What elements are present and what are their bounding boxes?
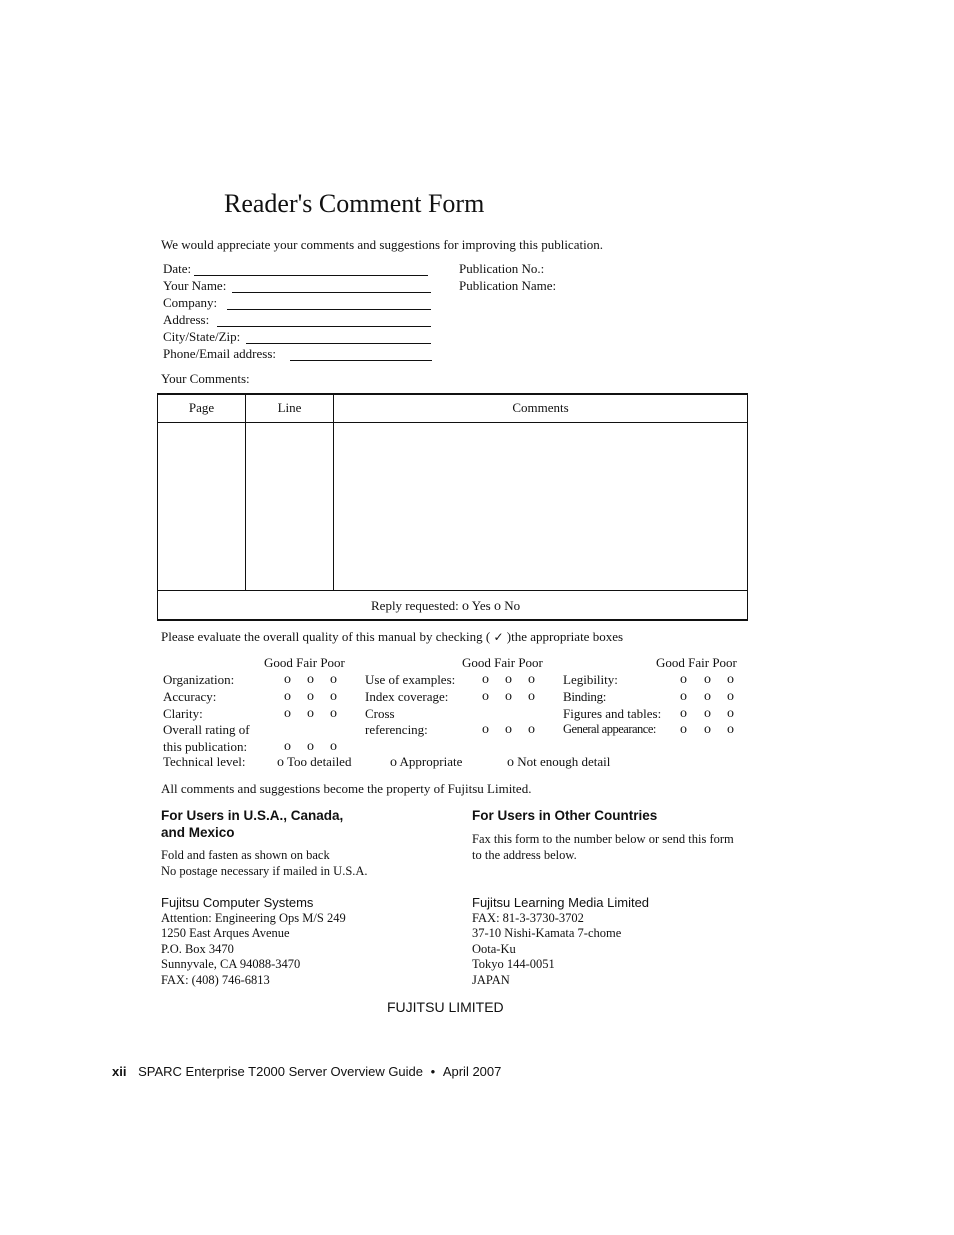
rating-radio[interactable]: o bbox=[284, 739, 291, 754]
name-field[interactable] bbox=[232, 292, 431, 293]
city-label: City/State/Zip: bbox=[163, 329, 241, 344]
rating-radio[interactable]: o bbox=[330, 689, 337, 704]
rating-label: Clarity: bbox=[163, 706, 203, 721]
reply-yes-radio[interactable]: o bbox=[461, 599, 469, 614]
rating-radio[interactable]: o bbox=[482, 722, 489, 737]
rating-radio[interactable]: o bbox=[505, 689, 512, 704]
rating-radio[interactable]: o bbox=[727, 672, 734, 687]
rating-radio[interactable]: o bbox=[284, 689, 291, 704]
rating-radio[interactable]: o bbox=[307, 689, 314, 704]
evaluate-text: Please evaluate the overall quality of this manual by checking ( bbox=[161, 629, 491, 644]
rating-header: Good Fair Poor bbox=[264, 655, 345, 670]
address-label: Address: bbox=[163, 312, 210, 327]
comments-label: Your Comments: bbox=[161, 371, 250, 386]
table-right-border bbox=[747, 393, 748, 620]
technical-option-label: Too detailed bbox=[287, 754, 352, 769]
other-address-line: 37-10 Nishi-Kamata 7-chome bbox=[472, 926, 622, 940]
rating-radio[interactable]: o bbox=[704, 689, 711, 704]
rating-header: Good Fair Poor bbox=[656, 655, 737, 670]
usa-address-line: 1250 East Arques Avenue bbox=[161, 926, 290, 940]
city-field[interactable] bbox=[246, 343, 431, 344]
rating-radio[interactable]: o bbox=[307, 739, 314, 754]
reply-no-label: No bbox=[504, 598, 521, 613]
address-field[interactable] bbox=[217, 326, 431, 327]
reply-label: Reply requested: bbox=[371, 598, 459, 613]
rating-radio[interactable]: o bbox=[704, 722, 711, 737]
rating-radio[interactable]: o bbox=[680, 672, 687, 687]
technical-level-label: Technical level: bbox=[163, 754, 246, 769]
rating-label: Binding: bbox=[563, 689, 607, 704]
rating-radio[interactable]: o bbox=[284, 706, 291, 721]
intro-text: We would appreciate your comments and suggestions for improving this publication. bbox=[161, 237, 603, 252]
rating-label: General appearance: bbox=[563, 722, 656, 736]
rating-label: referencing: bbox=[365, 722, 428, 737]
table-body-divider bbox=[158, 590, 748, 591]
reply-no-radio[interactable]: o bbox=[493, 599, 501, 614]
evaluate-text-end: )the appropriate boxes bbox=[506, 629, 624, 644]
other-address-line: FAX: 81-3-3730-3702 bbox=[472, 911, 584, 925]
usa-note: No postage necessary if mailed in U.S.A. bbox=[161, 864, 368, 878]
technical-option[interactable] bbox=[390, 754, 462, 771]
line-cell[interactable] bbox=[246, 423, 333, 590]
company-label: Company: bbox=[163, 295, 218, 310]
usa-company: Fujitsu Computer Systems bbox=[161, 895, 314, 910]
technical-option[interactable] bbox=[507, 754, 610, 771]
company-field[interactable] bbox=[227, 309, 431, 310]
bullet-separator: • bbox=[430, 1064, 436, 1079]
rating-radio[interactable]: o bbox=[330, 739, 337, 754]
phone-field[interactable] bbox=[290, 360, 432, 361]
technical-option-label: Appropriate bbox=[399, 754, 463, 769]
rating-radio[interactable]: o bbox=[680, 722, 687, 737]
technical-radio[interactable]: o bbox=[390, 755, 397, 770]
usa-address-line: Attention: Engineering Ops M/S 249 bbox=[161, 911, 346, 925]
other-address-line: Tokyo 144-0051 bbox=[472, 957, 555, 971]
technical-option[interactable] bbox=[277, 754, 351, 771]
usa-heading-2: and Mexico bbox=[161, 825, 235, 840]
rating-label: this publication: bbox=[163, 739, 248, 754]
rating-radio[interactable]: o bbox=[704, 672, 711, 687]
rating-radio[interactable]: o bbox=[330, 672, 337, 687]
rating-label: Overall rating of bbox=[163, 722, 250, 737]
technical-radio[interactable]: o bbox=[507, 755, 514, 770]
rating-label: Index coverage: bbox=[365, 689, 449, 704]
page-footer bbox=[112, 1064, 501, 1079]
page-title: Reader's Comment Form bbox=[224, 189, 485, 218]
rating-label: Accuracy: bbox=[163, 689, 217, 704]
header-comments: Comments bbox=[512, 400, 569, 415]
page-cell[interactable] bbox=[158, 423, 245, 590]
publication-name-label: Publication Name: bbox=[459, 278, 557, 293]
usa-note: Fold and fasten as shown on back bbox=[161, 848, 330, 862]
phone-label: Phone/Email address: bbox=[163, 346, 277, 361]
technical-option-label: Not enough detail bbox=[517, 754, 611, 769]
rating-label: Cross bbox=[365, 706, 395, 721]
rating-label: Figures and tables: bbox=[563, 706, 662, 721]
reply-yes-label: Yes bbox=[471, 598, 491, 613]
other-note: Fax this form to the number below or send this form bbox=[472, 832, 734, 846]
rating-radio[interactable]: o bbox=[482, 689, 489, 704]
usa-address-line: FAX: (408) 746-6813 bbox=[161, 973, 270, 987]
other-address-line: JAPAN bbox=[472, 973, 510, 987]
other-address-line: Oota-Ku bbox=[472, 942, 516, 956]
usa-address-line: P.O. Box 3470 bbox=[161, 942, 234, 956]
table-bottom-border bbox=[157, 619, 748, 621]
page-number: xii bbox=[112, 1064, 127, 1079]
technical-radio[interactable]: o bbox=[277, 755, 284, 770]
other-company: Fujitsu Learning Media Limited bbox=[472, 895, 650, 910]
rating-radio[interactable]: o bbox=[727, 722, 734, 737]
document-date: April 2007 bbox=[442, 1064, 502, 1079]
rating-radio[interactable]: o bbox=[727, 706, 734, 721]
date-label: Date: bbox=[163, 261, 192, 276]
rating-radio[interactable]: o bbox=[528, 722, 535, 737]
rating-radio[interactable]: o bbox=[505, 722, 512, 737]
rating-radio[interactable]: o bbox=[482, 672, 489, 687]
brand-name: FUJITSU LIMITED bbox=[387, 999, 504, 1015]
rating-radio[interactable]: o bbox=[505, 672, 512, 687]
date-field[interactable] bbox=[194, 275, 428, 276]
rating-radio[interactable]: o bbox=[704, 706, 711, 721]
rating-radio[interactable]: o bbox=[330, 706, 337, 721]
rating-radio[interactable]: o bbox=[284, 672, 291, 687]
usa-heading: For Users in U.S.A., Canada, bbox=[161, 808, 344, 823]
publication-no-label: Publication No.: bbox=[459, 261, 545, 276]
rating-radio[interactable]: o bbox=[528, 689, 535, 704]
rating-header: Good Fair Poor bbox=[462, 655, 543, 670]
rating-radio[interactable]: o bbox=[307, 706, 314, 721]
other-heading: For Users in Other Countries bbox=[472, 808, 658, 823]
usa-address-line: Sunnyvale, CA 94088-3470 bbox=[161, 957, 301, 971]
reply-requested bbox=[371, 598, 520, 615]
rating-radio[interactable]: o bbox=[528, 672, 535, 687]
rating-radio[interactable]: o bbox=[680, 689, 687, 704]
rating-label: Legibility: bbox=[563, 672, 618, 687]
checkmark-icon: ✓ bbox=[493, 630, 504, 644]
rating-label: Use of examples: bbox=[365, 672, 456, 687]
document-title: SPARC Enterprise T2000 Server Overview Guide bbox=[138, 1064, 424, 1079]
rating-label: Organization: bbox=[163, 672, 235, 687]
rating-radio[interactable]: o bbox=[727, 689, 734, 704]
comments-cell[interactable] bbox=[334, 423, 747, 590]
evaluate-instruction bbox=[161, 629, 623, 645]
header-page: Page bbox=[188, 400, 215, 415]
property-note: All comments and suggestions become the property of Fujitsu Limited. bbox=[161, 781, 532, 796]
rating-radio[interactable]: o bbox=[680, 706, 687, 721]
rating-radio[interactable]: o bbox=[307, 672, 314, 687]
name-label: Your Name: bbox=[163, 278, 227, 293]
other-note: to the address below. bbox=[472, 848, 577, 862]
header-line: Line bbox=[277, 400, 302, 415]
